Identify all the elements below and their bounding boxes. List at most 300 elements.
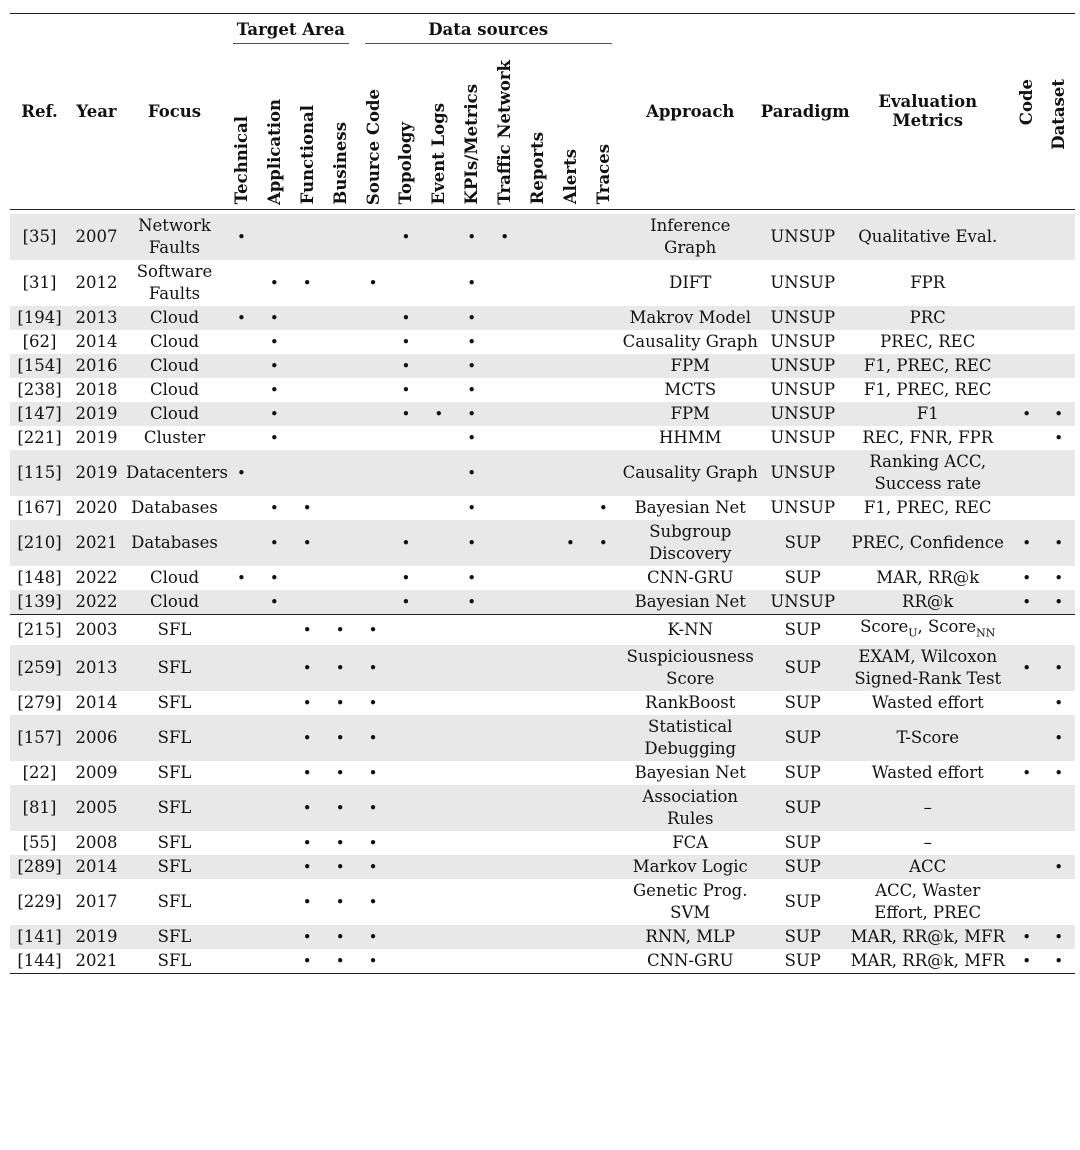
mark-cell-event-logs [422,925,455,949]
mark-cell-source-code: • [357,949,390,974]
ref-cell: [148] [17,567,62,587]
paradigm-cell: SUP [761,949,845,974]
approach-cell: FPM [620,354,761,378]
mark-cell-traffic-network [488,855,521,879]
code-cell: • [1011,402,1043,426]
focus-cell: SFL [157,692,192,712]
mark-cell-application: • [269,273,279,292]
header-evaluation-metrics: Evaluation Metrics [845,14,1011,210]
mark-cell-kpis-metrics: • [455,306,488,330]
mark-cell-source-code: • [368,693,378,712]
mark-cell-event-logs [422,645,455,691]
approach-cell: FCA [672,832,709,852]
paradigm-cell: SUP [761,520,845,566]
mark-cell-event-logs [422,496,455,520]
mark-cell-traffic-network [488,402,521,426]
metrics-cell: F1 [845,402,1011,426]
code-cell: • [1011,645,1043,691]
paradigm-cell: SUP [784,692,821,712]
mark-cell-alerts [554,354,587,378]
table-body [10,209,1075,973]
mark-cell-business: • [335,833,345,852]
mark-cell-kpis-metrics [455,785,488,831]
mark-cell-functional: • [302,892,312,911]
mark-cell-business: • [324,715,357,761]
mark-cell-source-code: • [357,925,390,949]
metrics-cell: MAR, RR@k, MFR [845,925,1011,949]
mark-cell-functional: • [291,785,324,831]
mark-cell-functional [291,566,324,590]
mark-cell-traffic-network [488,590,521,615]
mark-cell-functional [291,378,324,402]
mark-cell-reports [521,691,554,715]
metrics-cell: – [923,832,932,852]
mark-cell-topology [390,831,423,855]
mark-cell-technical [225,925,258,949]
mark-cell-application: • [258,520,291,566]
approach-cell: FPM [620,402,761,426]
mark-cell-reports [521,855,554,879]
ref-cell: [215] [10,614,69,645]
mark-cell-functional [291,214,324,260]
focus-cell: Cloud [124,590,225,615]
paradigm-cell: UNSUP [770,379,836,399]
paradigm-cell: UNSUP [770,272,836,292]
approach-cell: Inference Graph [620,214,761,260]
metrics-cell: F1, PREC, REC [863,379,992,399]
code-cell [1011,378,1043,402]
mark-cell-traces [587,354,620,378]
mark-cell-kpis-metrics: • [467,332,477,351]
ref-cell: [167] [17,497,62,517]
mark-cell-business [324,306,357,330]
dataset-cell: • [1043,520,1075,566]
mark-cell-alerts [554,378,587,402]
code-cell [1011,855,1043,879]
metrics-cell: MAR, RR@k [876,567,980,587]
ref-cell: [55] [22,832,57,852]
mark-cell-functional: • [302,498,312,517]
mark-cell-kpis-metrics: • [455,402,488,426]
mark-cell-source-code: • [357,855,390,879]
mark-cell-application: • [258,590,291,615]
mark-cell-application [258,645,291,691]
code-cell [1011,785,1043,831]
mark-cell-business [324,354,357,378]
mark-cell-technical [225,691,258,715]
mark-cell-event-logs [422,426,455,450]
table-row [10,354,1075,378]
metrics-cell: Qualitative Eval. [845,214,1011,260]
mark-cell-kpis-metrics: • [455,354,488,378]
mark-cell-traffic-network [488,785,521,831]
mark-cell-application [258,691,291,715]
mark-cell-business: • [324,949,357,974]
mark-cell-traces [587,879,620,925]
mark-cell-alerts [554,214,587,260]
code-cell [1011,330,1043,354]
approach-cell: Makrov Model [620,306,761,330]
mark-cell-event-logs [422,715,455,761]
subheader-label: Reports [528,132,547,205]
mark-cell-source-code [357,426,390,450]
mark-cell-topology [390,761,423,785]
year-cell: 2007 [69,214,124,260]
header-paradigm: Paradigm [761,14,845,210]
table-row [10,831,1075,855]
mark-cell-functional: • [302,833,312,852]
approach-cell: Bayesian Net [634,762,746,782]
mark-cell-reports [521,785,554,831]
table-row [10,715,1075,761]
mark-cell-business [324,566,357,590]
dataset-cell [1043,450,1075,496]
subheader-label: Technical [231,116,251,205]
mark-cell-alerts [554,645,587,691]
mark-cell-reports [521,566,554,590]
focus-cell: SFL [157,891,192,911]
mark-cell-traces [587,855,620,879]
mark-cell-application: • [269,428,279,447]
mark-cell-kpis-metrics [455,614,488,645]
paradigm-cell: SUP [784,891,821,911]
mark-cell-business [324,426,357,450]
mark-cell-kpis-metrics [455,691,488,715]
mark-cell-alerts [554,785,587,831]
mark-cell-alerts [554,925,587,949]
subheader-application [258,50,291,209]
mark-cell-source-code: • [368,892,378,911]
focus-cell: Databases [131,497,218,517]
paradigm-cell: UNSUP [761,402,845,426]
year-cell: 2003 [69,614,124,645]
mark-cell-kpis-metrics: • [467,380,477,399]
mark-cell-traces: • [598,498,608,517]
paradigm-cell: SUP [761,785,845,831]
mark-cell-reports [521,378,554,402]
approach-cell: K-NN [620,614,761,645]
ref-cell: [144] [10,949,69,974]
mark-cell-alerts [554,949,587,974]
mark-cell-traffic-network [488,260,521,306]
mark-cell-source-code: • [368,833,378,852]
table-row [10,378,1075,402]
mark-cell-kpis-metrics: • [467,428,477,447]
mark-cell-alerts [554,402,587,426]
mark-cell-reports [521,831,554,855]
approach-cell: Causality Graph [620,450,761,496]
mark-cell-technical: • [225,306,258,330]
mark-cell-traffic-network [488,925,521,949]
focus-cell: SFL [124,645,225,691]
header-focus: Focus [124,14,225,210]
mark-cell-traces [587,566,620,590]
mark-cell-business [324,260,357,306]
mark-cell-alerts [554,260,587,306]
code-cell: • [1022,763,1032,782]
mark-cell-technical [225,260,258,306]
mark-cell-technical [225,879,258,925]
subheader-kpis-metrics [455,50,488,209]
year-cell: 2017 [75,891,118,911]
table-row [10,691,1075,715]
ref-cell: [115] [10,450,69,496]
mark-cell-alerts: • [554,520,587,566]
mark-cell-event-logs [422,785,455,831]
mark-cell-technical [225,614,258,645]
approach-cell: Causality Graph [622,331,758,351]
paradigm-cell: SUP [761,614,845,645]
metrics-cell: PREC, Confidence [845,520,1011,566]
year-cell: 2005 [69,785,124,831]
subheader-label: Traffic Network [495,60,515,205]
mark-cell-source-code: • [357,645,390,691]
paradigm-cell: SUP [761,645,845,691]
mark-cell-reports [521,761,554,785]
table-row [10,450,1075,496]
mark-cell-reports [521,925,554,949]
dataset-cell [1043,831,1075,855]
table-row [10,402,1075,426]
mark-cell-topology: • [390,402,423,426]
mark-cell-source-code [357,520,390,566]
ref-cell: [81] [10,785,69,831]
mark-cell-reports [521,330,554,354]
year-cell: 2022 [75,567,118,587]
year-cell: 2009 [75,762,118,782]
mark-cell-traces [587,426,620,450]
year-cell: 2014 [69,855,124,879]
mark-cell-traffic-network: • [488,214,521,260]
mark-cell-alerts [554,306,587,330]
mark-cell-functional: • [302,273,312,292]
year-cell: 2021 [69,520,124,566]
mark-cell-technical: • [237,568,246,587]
mark-cell-technical: • [225,450,258,496]
mark-cell-source-code: • [357,614,390,645]
mark-cell-reports [521,260,554,306]
dataset-cell [1043,306,1075,330]
code-cell: • [1011,520,1043,566]
mark-cell-kpis-metrics: • [467,498,477,517]
paradigm-cell: UNSUP [761,214,845,260]
mark-cell-event-logs [422,614,455,645]
mark-cell-application: • [258,402,291,426]
focus-cell: SFL [124,614,225,645]
approach-cell: Suspiciousness Score [620,645,761,691]
header-code [1011,14,1043,210]
ref-cell: [238] [17,379,62,399]
mark-cell-traces [587,260,620,306]
dataset-cell [1043,330,1075,354]
focus-cell: SFL [157,762,192,782]
focus-cell: Cloud [149,567,200,587]
ref-cell: [289] [10,855,69,879]
mark-cell-event-logs [422,260,455,306]
metrics-cell: Score$_U$, Score$_{NN}$ [845,614,1011,645]
mark-cell-source-code [357,402,390,426]
mark-cell-source-code [357,306,390,330]
mark-cell-topology [390,949,423,974]
code-cell [1011,831,1043,855]
mark-cell-event-logs [422,306,455,330]
table-row [10,520,1075,566]
mark-cell-traffic-network [488,306,521,330]
metrics-cell: REC, FNR, FPR [862,427,994,447]
mark-cell-kpis-metrics [455,925,488,949]
mark-cell-alerts [554,831,587,855]
paradigm-cell: UNSUP [761,590,845,615]
mark-cell-reports [521,426,554,450]
paradigm-cell: UNSUP [770,427,836,447]
mark-cell-technical [225,645,258,691]
code-cell: • [1011,949,1043,974]
mark-cell-traffic-network [488,691,521,715]
mark-cell-business: • [324,614,357,645]
mark-cell-application [258,761,291,785]
subheader-event-logs [422,50,455,209]
mark-cell-business: • [324,855,357,879]
mark-cell-business [324,378,357,402]
approach-cell: CNN-GRU [646,567,734,587]
mark-cell-alerts [554,691,587,715]
mark-cell-reports [521,590,554,615]
mark-cell-topology: • [401,568,411,587]
mark-cell-technical [225,426,258,450]
mark-cell-traffic-network [488,761,521,785]
paradigm-cell: UNSUP [761,450,845,496]
metrics-cell: ACC [845,855,1011,879]
metrics-cell: – [845,785,1011,831]
year-cell: 2006 [69,715,124,761]
mark-cell-technical [225,761,258,785]
mark-cell-event-logs [422,378,455,402]
table-row [10,879,1075,925]
mark-cell-topology [390,645,423,691]
mark-cell-reports [521,306,554,330]
subheader-label: Topology [396,122,416,205]
year-cell: 2019 [69,402,124,426]
mark-cell-application: • [269,568,279,587]
subheader-traces [587,50,620,209]
approach-cell: Bayesian Net [620,590,761,615]
approach-cell: CNN-GRU [620,949,761,974]
table-row [10,214,1075,260]
table-row [10,426,1075,450]
mark-cell-functional: • [291,614,324,645]
metrics-cell: ACC, Waster Effort, PREC [874,880,982,922]
ref-cell: [62] [22,331,57,351]
mark-cell-traffic-network [488,566,521,590]
mark-cell-traffic-network [488,949,521,974]
subheader-label: Functional [297,105,317,205]
mark-cell-traces [587,691,620,715]
mark-cell-technical [225,520,258,566]
focus-cell: Cluster [143,427,206,447]
table-row [10,260,1075,306]
focus-cell: SFL [124,925,225,949]
focus-cell: Cloud [124,306,225,330]
header-target-area [225,14,357,51]
dataset-cell [1043,260,1075,306]
table-row [10,566,1075,590]
mark-cell-business [324,496,357,520]
mark-cell-traces [587,378,620,402]
year-cell: 2016 [69,354,124,378]
approach-cell: DIFT [669,272,712,292]
paradigm-cell: SUP [784,832,821,852]
mark-cell-event-logs [422,520,455,566]
mark-cell-kpis-metrics [455,855,488,879]
mark-cell-topology [390,450,423,496]
mark-cell-traffic-network [488,520,521,566]
focus-cell: Network Faults [124,214,225,260]
year-cell: 2014 [75,331,118,351]
mark-cell-reports [521,402,554,426]
focus-cell: SFL [124,949,225,974]
mark-cell-kpis-metrics: • [467,273,477,292]
subheader-source-code [357,50,390,209]
mark-cell-technical [225,831,258,855]
mark-cell-business: • [324,645,357,691]
code-cell [1011,496,1043,520]
mark-cell-reports [521,520,554,566]
approach-cell: Markov Logic [620,855,761,879]
paradigm-cell: UNSUP [761,354,845,378]
dataset-cell: • [1054,763,1064,782]
mark-cell-event-logs [422,566,455,590]
mark-cell-source-code: • [357,785,390,831]
mark-cell-traces [587,590,620,615]
mark-cell-source-code [357,378,390,402]
header-data-sources [357,14,620,51]
mark-cell-traffic-network [488,354,521,378]
mark-cell-traces [587,831,620,855]
year-cell: 2019 [69,450,124,496]
mark-cell-traces [587,614,620,645]
metrics-cell: PRC [845,306,1011,330]
year-cell: 2019 [75,427,118,447]
table-row [10,855,1075,879]
dataset-cell: • [1043,855,1075,879]
dataset-cell: • [1054,568,1064,587]
mark-cell-source-code [357,590,390,615]
mark-cell-traffic-network [488,614,521,645]
code-cell [1011,214,1043,260]
mark-cell-reports [521,879,554,925]
mark-cell-topology [390,715,423,761]
mark-cell-traces [587,402,620,426]
mark-cell-topology: • [401,332,411,351]
mark-cell-kpis-metrics: • [455,450,488,496]
mark-cell-topology [390,925,423,949]
mark-cell-technical [225,785,258,831]
year-cell: 2021 [69,949,124,974]
mark-cell-functional: • [302,693,312,712]
subheader-label: Traces [593,144,613,205]
code-cell [1011,879,1043,925]
table-row [10,614,1075,645]
table-row [10,330,1075,354]
mark-cell-topology: • [390,590,423,615]
mark-cell-alerts [554,496,587,520]
mark-cell-event-logs [422,855,455,879]
mark-cell-application [258,450,291,496]
mark-cell-topology [390,855,423,879]
subheader-label: Business [330,122,350,205]
mark-cell-reports [521,354,554,378]
mark-cell-traffic-network [488,330,521,354]
